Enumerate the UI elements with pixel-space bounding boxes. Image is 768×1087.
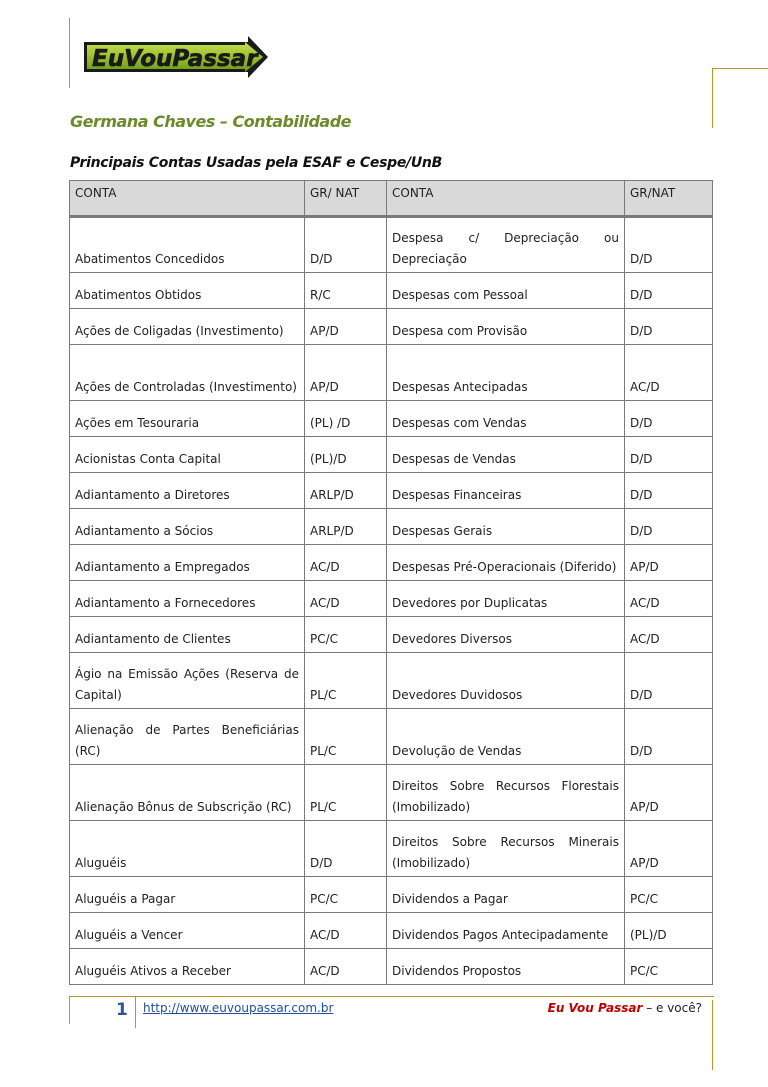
table-row — [70, 345, 713, 401]
footer-rule — [69, 996, 714, 997]
grnat-cell: D/D — [625, 437, 713, 473]
corner-mark-bottom-left — [69, 996, 70, 1024]
conta-cell: Alienação Bônus de Subscrição (RC) — [70, 765, 305, 821]
grnat-cell: AC/D — [305, 545, 387, 581]
grnat-cell: AC/D — [625, 581, 713, 617]
conta-cell: Aluguéis — [70, 821, 305, 877]
corner-mark-top-right-h — [712, 68, 768, 69]
grnat-cell: PC/C — [305, 877, 387, 913]
section-title: Principais Contas Usadas pela ESAF e Cespe/UnB — [70, 155, 442, 171]
grnat-cell: PL/C — [305, 709, 387, 765]
grnat-cell: ARLP/D — [305, 509, 387, 545]
conta-cell: Aluguéis a Pagar — [70, 877, 305, 913]
page-number: 1 — [116, 1000, 128, 1020]
header-grnat-1: GR/ NAT — [305, 181, 387, 217]
grnat-cell: AP/D — [625, 821, 713, 877]
grnat-cell: PL/C — [305, 653, 387, 709]
conta-cell: Aluguéis Ativos a Receber — [70, 949, 305, 985]
grnat-cell: D/D — [625, 401, 713, 437]
corner-mark-bottom-right — [712, 1000, 713, 1070]
grnat-cell: ARLP/D — [305, 473, 387, 509]
conta-cell: Despesas Antecipadas — [387, 345, 625, 401]
grnat-cell: AC/D — [625, 617, 713, 653]
svg-text:EuVouPassar: EuVouPassar — [92, 46, 258, 72]
conta-cell: Devedores Diversos — [387, 617, 625, 653]
conta-cell: Abatimentos Concedidos — [70, 217, 305, 273]
conta-cell: Alienação de Partes Beneficiárias (RC) — [70, 709, 305, 765]
footer-brand: Eu Vou Passar — [547, 1001, 643, 1015]
table-row — [70, 309, 713, 345]
footer-divider — [135, 996, 136, 1028]
table-row — [70, 877, 713, 913]
conta-cell: Direitos Sobre Recursos Florestais (Imobilizado) — [387, 765, 625, 821]
grnat-cell: D/D — [625, 653, 713, 709]
grnat-cell: D/D — [625, 509, 713, 545]
table-row — [70, 273, 713, 309]
conta-cell: Despesa c/ Depreciação ou Depreciação — [387, 217, 625, 273]
header-grnat-2: GR/NAT — [625, 181, 713, 217]
table-row — [70, 821, 713, 877]
grnat-cell: D/D — [625, 473, 713, 509]
conta-cell: Despesas Pré-Operacionais (Diferido) — [387, 545, 625, 581]
grnat-cell: AC/D — [625, 345, 713, 401]
table-row — [70, 473, 713, 509]
grnat-cell: PC/C — [625, 949, 713, 985]
grnat-cell: AC/D — [305, 949, 387, 985]
conta-cell: Dividendos a Pagar — [387, 877, 625, 913]
corner-mark-top-right — [712, 68, 713, 128]
conta-cell: Abatimentos Obtidos — [70, 273, 305, 309]
grnat-cell: PC/C — [305, 617, 387, 653]
conta-cell: Devedores Duvidosos — [387, 653, 625, 709]
grnat-cell: AP/D — [305, 345, 387, 401]
accounts-table — [69, 180, 713, 985]
grnat-cell: AP/D — [305, 309, 387, 345]
conta-cell: Ágio na Emissão Ações (Reserva de Capital) — [70, 653, 305, 709]
table-row — [70, 509, 713, 545]
grnat-cell: AP/D — [625, 545, 713, 581]
conta-cell: Direitos Sobre Recursos Minerais (Imobilizado) — [387, 821, 625, 877]
grnat-cell: (PL)/D — [305, 437, 387, 473]
grnat-cell: PL/C — [305, 765, 387, 821]
conta-cell: Dividendos Pagos Antecipadamente — [387, 913, 625, 949]
grnat-cell: D/D — [625, 217, 713, 273]
grnat-cell: AC/D — [305, 913, 387, 949]
conta-cell: Devolução de Vendas — [387, 709, 625, 765]
conta-cell: Ações de Controladas (Investimento) — [70, 345, 305, 401]
grnat-cell: (PL) /D — [305, 401, 387, 437]
table-row — [70, 581, 713, 617]
conta-cell: Despesas de Vendas — [387, 437, 625, 473]
conta-cell: Aluguéis a Vencer — [70, 913, 305, 949]
conta-cell: Adiantamento a Empregados — [70, 545, 305, 581]
table-row — [70, 653, 713, 709]
table-row — [70, 765, 713, 821]
table-row — [70, 545, 713, 581]
table-row — [70, 913, 713, 949]
footer-tagline — [548, 1001, 702, 1015]
table-row — [70, 949, 713, 985]
conta-cell: Ações de Coligadas (Investimento) — [70, 309, 305, 345]
conta-cell: Dividendos Propostos — [387, 949, 625, 985]
grnat-cell: D/D — [625, 309, 713, 345]
grnat-cell: R/C — [305, 273, 387, 309]
grnat-cell: D/D — [305, 821, 387, 877]
table-row — [70, 617, 713, 653]
page-title: Germana Chaves – Contabilidade — [70, 112, 352, 131]
grnat-cell: AC/D — [305, 581, 387, 617]
conta-cell: Adiantamento a Diretores — [70, 473, 305, 509]
grnat-cell: PC/C — [625, 877, 713, 913]
conta-cell: Adiantamento a Sócios — [70, 509, 305, 545]
conta-cell: Ações em Tesouraria — [70, 401, 305, 437]
website-link[interactable]: http://www.euvoupassar.com.br — [143, 1001, 334, 1015]
header-conta-1: CONTA — [70, 181, 305, 217]
grnat-cell: D/D — [305, 217, 387, 273]
table-row — [70, 709, 713, 765]
grnat-cell: (PL)/D — [625, 913, 713, 949]
conta-cell: Despesas com Vendas — [387, 401, 625, 437]
conta-cell: Despesas Gerais — [387, 509, 625, 545]
grnat-cell: D/D — [625, 709, 713, 765]
conta-cell: Despesa com Provisão — [387, 309, 625, 345]
grnat-cell: AP/D — [625, 765, 713, 821]
conta-cell: Adiantamento de Clientes — [70, 617, 305, 653]
grnat-cell: D/D — [625, 273, 713, 309]
corner-mark-top-left — [69, 18, 70, 88]
table-row — [70, 437, 713, 473]
conta-cell: Acionistas Conta Capital — [70, 437, 305, 473]
conta-cell: Devedores por Duplicatas — [387, 581, 625, 617]
table-row — [70, 401, 713, 437]
euvoupassar-logo — [80, 34, 270, 80]
table-header-row — [70, 181, 713, 217]
conta-cell: Despesas com Pessoal — [387, 273, 625, 309]
footer-tagline-rest: – e você? — [642, 1001, 702, 1015]
header-conta-2: CONTA — [387, 181, 625, 217]
table-row — [70, 217, 713, 273]
conta-cell: Adiantamento a Fornecedores — [70, 581, 305, 617]
conta-cell: Despesas Financeiras — [387, 473, 625, 509]
